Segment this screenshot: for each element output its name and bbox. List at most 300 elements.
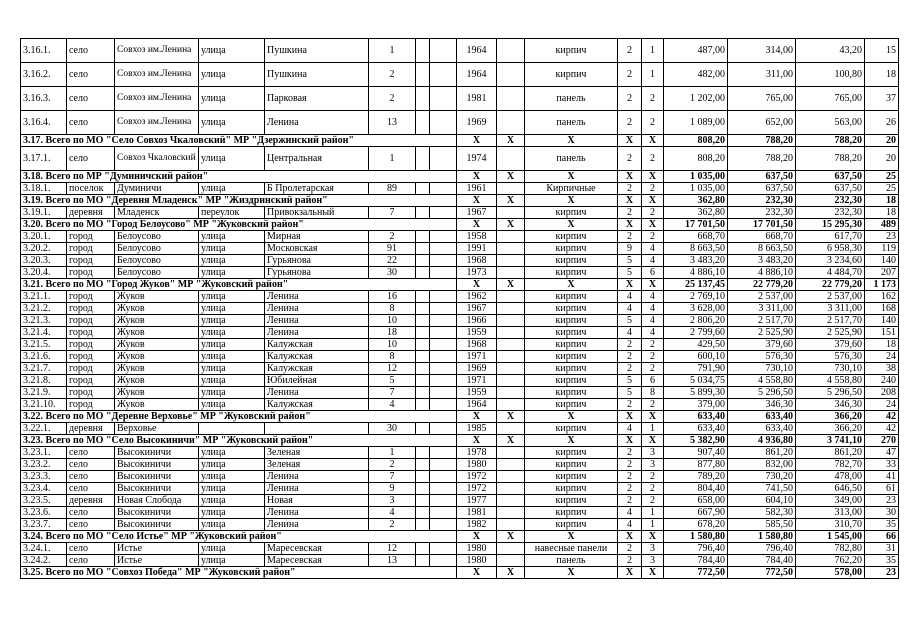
residents: 18 xyxy=(865,63,899,87)
subtotal-residential-area: 637,50 xyxy=(796,171,865,183)
subtotal-total-area: 25 137,45 xyxy=(664,279,728,291)
house-number: 91 xyxy=(369,243,416,255)
living-area: 784,40 xyxy=(728,555,796,567)
street-type: улица xyxy=(199,459,265,471)
residential-area: 478,00 xyxy=(796,471,865,483)
subtotal-total-area: 1 580,80 xyxy=(664,531,728,543)
floors: 2 xyxy=(618,207,642,219)
residential-area: 100,80 xyxy=(796,63,865,87)
build-year: 1991 xyxy=(457,243,497,255)
subtotal-x-mark-5: X xyxy=(642,531,664,543)
living-area: 741,50 xyxy=(728,483,796,495)
floors: 2 xyxy=(618,351,642,363)
residents: 37 xyxy=(865,87,899,111)
build-year: 1968 xyxy=(457,339,497,351)
settlement-name: Белоусово xyxy=(115,231,199,243)
build-year: 1980 xyxy=(457,459,497,471)
subtotal-x-mark-1: X xyxy=(457,171,497,183)
settlement-name: Совхоз им.Ленина xyxy=(115,39,199,63)
settlement-type: село xyxy=(67,87,115,111)
residential-area: 346,30 xyxy=(796,399,865,411)
blank-col-1 xyxy=(416,375,430,387)
blank-col-3 xyxy=(497,507,525,519)
street-name: Б Пролетарская xyxy=(265,183,369,195)
blank-col-3 xyxy=(497,363,525,375)
settlement-name: Жуков xyxy=(115,315,199,327)
blank-col-1 xyxy=(416,39,430,63)
street-type: улица xyxy=(199,555,265,567)
house-number: 30 xyxy=(369,267,416,279)
entrances: 4 xyxy=(642,327,664,339)
table-row xyxy=(21,255,899,267)
settlement-type: город xyxy=(67,303,115,315)
residents: 140 xyxy=(865,315,899,327)
blank-col-1 xyxy=(416,543,430,555)
subtotal-living-area: 633,40 xyxy=(728,411,796,423)
table-row xyxy=(21,339,899,351)
settlement-name: Белоусово xyxy=(115,267,199,279)
blank-col-1 xyxy=(416,483,430,495)
settlement-type: город xyxy=(67,363,115,375)
blank-col-2 xyxy=(430,363,457,375)
residents: 30 xyxy=(865,507,899,519)
street-type xyxy=(199,423,265,435)
subtotal-x-mark-3: X xyxy=(525,219,618,231)
residential-area: 765,00 xyxy=(796,87,865,111)
blank-col-1 xyxy=(416,363,430,375)
street-name: Привокзальный xyxy=(265,207,369,219)
subtotal-x-mark-1: X xyxy=(457,435,497,447)
wall-material: кирпич xyxy=(525,423,618,435)
table-row xyxy=(21,483,899,495)
table-row xyxy=(21,303,899,315)
subtotal-residents: 20 xyxy=(865,135,899,147)
residents: 18 xyxy=(865,339,899,351)
residential-area: 762,20 xyxy=(796,555,865,567)
street-type: улица xyxy=(199,255,265,267)
residents: 168 xyxy=(865,303,899,315)
entrances: 2 xyxy=(642,495,664,507)
residents: 61 xyxy=(865,483,899,495)
entrances: 2 xyxy=(642,483,664,495)
table-row xyxy=(21,111,899,135)
total-area: 633,40 xyxy=(664,423,728,435)
item-number: 3.23.1. xyxy=(21,447,67,459)
settlement-name: Высокиничи xyxy=(115,447,199,459)
total-area: 796,40 xyxy=(664,543,728,555)
table-row xyxy=(21,495,899,507)
house-number: 13 xyxy=(369,111,416,135)
blank-col-1 xyxy=(416,63,430,87)
house-number: 9 xyxy=(369,483,416,495)
settlement-type: город xyxy=(67,255,115,267)
blank-col-1 xyxy=(416,447,430,459)
wall-material: кирпич xyxy=(525,351,618,363)
residential-area: 3 234,60 xyxy=(796,255,865,267)
item-number: 3.16.2. xyxy=(21,63,67,87)
blank-col-3 xyxy=(497,555,525,567)
wall-material: кирпич xyxy=(525,387,618,399)
subtotal-x-mark-3: X xyxy=(525,171,618,183)
subtotal-row xyxy=(21,411,899,423)
street-type: улица xyxy=(199,147,265,171)
subtotal-x-mark-4: X xyxy=(618,279,642,291)
blank-col-3 xyxy=(497,423,525,435)
street-type: улица xyxy=(199,63,265,87)
wall-material: кирпич xyxy=(525,339,618,351)
subtotal-total-area: 17 701,50 xyxy=(664,219,728,231)
subtotal-x-mark-1: X xyxy=(457,219,497,231)
build-year: 1967 xyxy=(457,303,497,315)
residential-area: 2 525,90 xyxy=(796,327,865,339)
residential-area: 861,20 xyxy=(796,447,865,459)
entrances: 2 xyxy=(642,147,664,171)
total-area: 3 483,20 xyxy=(664,255,728,267)
entrances: 4 xyxy=(642,255,664,267)
street-type: улица xyxy=(199,399,265,411)
floors: 2 xyxy=(618,231,642,243)
item-number: 3.21.5. xyxy=(21,339,67,351)
table-row xyxy=(21,543,899,555)
blank-col-2 xyxy=(430,291,457,303)
street-type: улица xyxy=(199,543,265,555)
build-year: 1964 xyxy=(457,39,497,63)
wall-material: панель xyxy=(525,111,618,135)
house-number: 2 xyxy=(369,519,416,531)
settlement-type: город xyxy=(67,231,115,243)
blank-col-3 xyxy=(497,39,525,63)
wall-material: кирпич xyxy=(525,255,618,267)
street-type: улица xyxy=(199,315,265,327)
subtotal-x-mark-3: X xyxy=(525,195,618,207)
settlement-type: село xyxy=(67,471,115,483)
subtotal-x-mark-3: X xyxy=(525,411,618,423)
subtotal-row xyxy=(21,171,899,183)
settlement-name: Жуков xyxy=(115,327,199,339)
floors: 4 xyxy=(618,519,642,531)
settlement-name: Высокиничи xyxy=(115,507,199,519)
subtotal-residential-area: 22 779,20 xyxy=(796,279,865,291)
build-year: 1973 xyxy=(457,267,497,279)
entrances: 2 xyxy=(642,363,664,375)
settlement-name: Жуков xyxy=(115,291,199,303)
house-number: 8 xyxy=(369,303,416,315)
blank-col-2 xyxy=(430,267,457,279)
floors: 2 xyxy=(618,543,642,555)
floors: 2 xyxy=(618,555,642,567)
house-number: 1 xyxy=(369,39,416,63)
table-row xyxy=(21,351,899,363)
residential-area: 349,00 xyxy=(796,495,865,507)
subtotal-label: 3.24. Всего по МО "Село Истье" МР "Жуковский район" xyxy=(21,531,457,543)
street-name: Ленина xyxy=(265,303,369,315)
wall-material: панель xyxy=(525,87,618,111)
entrances: 2 xyxy=(642,207,664,219)
settlement-name: Совхоз Чкаловский xyxy=(115,147,199,171)
entrances: 6 xyxy=(642,267,664,279)
blank-col-3 xyxy=(497,375,525,387)
item-number: 3.23.3. xyxy=(21,471,67,483)
blank-col-2 xyxy=(430,147,457,171)
subtotal-x-mark-4: X xyxy=(618,195,642,207)
subtotal-total-area: 1 035,00 xyxy=(664,171,728,183)
house-number: 30 xyxy=(369,423,416,435)
subtotal-residential-area: 788,20 xyxy=(796,135,865,147)
table-row xyxy=(21,183,899,195)
house-number: 7 xyxy=(369,207,416,219)
settlement-type: село xyxy=(67,519,115,531)
living-area: 8 663,50 xyxy=(728,243,796,255)
item-number: 3.20.1. xyxy=(21,231,67,243)
table-row xyxy=(21,243,899,255)
build-year: 1985 xyxy=(457,423,497,435)
blank-col-2 xyxy=(430,519,457,531)
settlement-name: Совхоз им.Ленина xyxy=(115,111,199,135)
total-area: 5 034,75 xyxy=(664,375,728,387)
entrances: 4 xyxy=(642,315,664,327)
total-area: 791,90 xyxy=(664,363,728,375)
settlement-name: Жуков xyxy=(115,399,199,411)
floors: 2 xyxy=(618,63,642,87)
residents: 119 xyxy=(865,243,899,255)
entrances: 3 xyxy=(642,543,664,555)
entrances: 2 xyxy=(642,399,664,411)
settlement-name: Совхоз им.Ленина xyxy=(115,87,199,111)
residential-area: 232,30 xyxy=(796,207,865,219)
residential-area: 576,30 xyxy=(796,351,865,363)
residents: 23 xyxy=(865,495,899,507)
residents: 18 xyxy=(865,207,899,219)
build-year: 1959 xyxy=(457,387,497,399)
house-number: 1 xyxy=(369,447,416,459)
subtotal-total-area: 633,40 xyxy=(664,411,728,423)
floors: 4 xyxy=(618,423,642,435)
street-name: Пушкина xyxy=(265,63,369,87)
item-number: 3.20.2. xyxy=(21,243,67,255)
street-name: Московская xyxy=(265,243,369,255)
house-number: 2 xyxy=(369,63,416,87)
settlement-type: город xyxy=(67,351,115,363)
residential-area: 4 484,70 xyxy=(796,267,865,279)
house-number: 2 xyxy=(369,231,416,243)
wall-material: кирпич xyxy=(525,291,618,303)
settlement-type: село xyxy=(67,459,115,471)
subtotal-residents: 18 xyxy=(865,195,899,207)
blank-col-1 xyxy=(416,507,430,519)
item-number: 3.20.4. xyxy=(21,267,67,279)
residential-area: 563,00 xyxy=(796,111,865,135)
blank-col-3 xyxy=(497,63,525,87)
blank-col-2 xyxy=(430,351,457,363)
residents: 162 xyxy=(865,291,899,303)
floors: 4 xyxy=(618,291,642,303)
total-area: 678,20 xyxy=(664,519,728,531)
living-area: 4 886,10 xyxy=(728,267,796,279)
blank-col-3 xyxy=(497,303,525,315)
blank-col-2 xyxy=(430,303,457,315)
blank-col-3 xyxy=(497,519,525,531)
settlement-type: село xyxy=(67,147,115,171)
build-year: 1980 xyxy=(457,543,497,555)
street-name: Юбилейная xyxy=(265,375,369,387)
table-row xyxy=(21,471,899,483)
entrances: 6 xyxy=(642,375,664,387)
residents: 35 xyxy=(865,519,899,531)
street-name: Калужская xyxy=(265,363,369,375)
street-type: улица xyxy=(199,231,265,243)
blank-col-1 xyxy=(416,555,430,567)
blank-col-2 xyxy=(430,255,457,267)
floors: 2 xyxy=(618,471,642,483)
blank-col-1 xyxy=(416,459,430,471)
entrances: 8 xyxy=(642,387,664,399)
subtotal-x-mark-2: X xyxy=(497,531,525,543)
entrances: 3 xyxy=(642,555,664,567)
subtotal-living-area: 788,20 xyxy=(728,135,796,147)
build-year: 1971 xyxy=(457,351,497,363)
settlement-type: поселок xyxy=(67,183,115,195)
living-area: 861,20 xyxy=(728,447,796,459)
build-year: 1969 xyxy=(457,111,497,135)
street-type: улица xyxy=(199,483,265,495)
subtotal-total-area: 772,50 xyxy=(664,567,728,579)
subtotal-residential-area: 15 295,30 xyxy=(796,219,865,231)
subtotal-x-mark-5: X xyxy=(642,219,664,231)
item-number: 3.16.3. xyxy=(21,87,67,111)
subtotal-row xyxy=(21,435,899,447)
street-name: Калужская xyxy=(265,339,369,351)
subtotal-x-mark-4: X xyxy=(618,435,642,447)
settlement-type: село xyxy=(67,447,115,459)
subtotal-living-area: 772,50 xyxy=(728,567,796,579)
living-area: 788,20 xyxy=(728,147,796,171)
subtotal-residential-area: 366,20 xyxy=(796,411,865,423)
settlement-type: город xyxy=(67,399,115,411)
residential-area: 6 958,30 xyxy=(796,243,865,255)
subtotal-x-mark-2: X xyxy=(497,171,525,183)
wall-material: кирпич xyxy=(525,507,618,519)
living-area: 582,30 xyxy=(728,507,796,519)
settlement-type: город xyxy=(67,387,115,399)
street-name: Ленина xyxy=(265,111,369,135)
residential-area: 379,60 xyxy=(796,339,865,351)
blank-col-3 xyxy=(497,315,525,327)
settlement-name: Истье xyxy=(115,543,199,555)
residential-area: 5 296,50 xyxy=(796,387,865,399)
subtotal-x-mark-4: X xyxy=(618,219,642,231)
settlement-type: село xyxy=(67,543,115,555)
build-year: 1974 xyxy=(457,147,497,171)
item-number: 3.18.1. xyxy=(21,183,67,195)
blank-col-1 xyxy=(416,231,430,243)
subtotal-x-mark-5: X xyxy=(642,171,664,183)
build-year: 1980 xyxy=(457,555,497,567)
settlement-type: село xyxy=(67,39,115,63)
total-area: 2 806,20 xyxy=(664,315,728,327)
total-area: 379,00 xyxy=(664,399,728,411)
street-name: Маресевская xyxy=(265,555,369,567)
floors: 2 xyxy=(618,483,642,495)
subtotal-residential-area: 232,30 xyxy=(796,195,865,207)
blank-col-1 xyxy=(416,471,430,483)
table-row xyxy=(21,267,899,279)
wall-material: кирпич xyxy=(525,459,618,471)
living-area: 2 517,70 xyxy=(728,315,796,327)
floors: 4 xyxy=(618,303,642,315)
blank-col-3 xyxy=(497,87,525,111)
residential-area: 2 517,70 xyxy=(796,315,865,327)
house-number: 2 xyxy=(369,459,416,471)
subtotal-x-mark-4: X xyxy=(618,531,642,543)
table-row xyxy=(21,147,899,171)
wall-material: кирпич xyxy=(525,243,618,255)
subtotal-x-mark-1: X xyxy=(457,411,497,423)
floors: 2 xyxy=(618,111,642,135)
settlement-type: город xyxy=(67,267,115,279)
blank-col-1 xyxy=(416,147,430,171)
blank-col-3 xyxy=(497,447,525,459)
residents: 47 xyxy=(865,447,899,459)
residents: 240 xyxy=(865,375,899,387)
blank-col-1 xyxy=(416,423,430,435)
street-name: Пушкина xyxy=(265,39,369,63)
table-row xyxy=(21,555,899,567)
subtotal-x-mark-5: X xyxy=(642,567,664,579)
table-row xyxy=(21,399,899,411)
build-year: 1964 xyxy=(457,63,497,87)
subtotal-x-mark-4: X xyxy=(618,135,642,147)
street-type: улица xyxy=(199,303,265,315)
residents: 38 xyxy=(865,363,899,375)
subtotal-residents: 66 xyxy=(865,531,899,543)
total-area: 3 628,00 xyxy=(664,303,728,315)
blank-col-3 xyxy=(497,387,525,399)
street-name: Калужская xyxy=(265,351,369,363)
item-number: 3.21.7. xyxy=(21,363,67,375)
subtotal-x-mark-3: X xyxy=(525,435,618,447)
house-number: 10 xyxy=(369,339,416,351)
settlement-name: Жуков xyxy=(115,351,199,363)
street-name xyxy=(265,423,369,435)
street-name: Гурьянова xyxy=(265,267,369,279)
settlement-name: Белоусово xyxy=(115,243,199,255)
build-year: 1967 xyxy=(457,207,497,219)
street-name: Парковая xyxy=(265,87,369,111)
wall-material: кирпич xyxy=(525,327,618,339)
blank-col-1 xyxy=(416,303,430,315)
table-row xyxy=(21,327,899,339)
wall-material: кирпич xyxy=(525,315,618,327)
blank-col-2 xyxy=(430,339,457,351)
table-row xyxy=(21,447,899,459)
subtotal-residential-area: 1 545,00 xyxy=(796,531,865,543)
wall-material: панель xyxy=(525,147,618,171)
build-year: 1981 xyxy=(457,87,497,111)
item-number: 3.23.5. xyxy=(21,495,67,507)
total-area: 482,00 xyxy=(664,63,728,87)
blank-col-1 xyxy=(416,315,430,327)
total-area: 789,20 xyxy=(664,471,728,483)
subtotal-living-area: 1 580,80 xyxy=(728,531,796,543)
house-number: 7 xyxy=(369,471,416,483)
wall-material: кирпич xyxy=(525,303,618,315)
residents: 24 xyxy=(865,399,899,411)
blank-col-1 xyxy=(416,207,430,219)
street-type: улица xyxy=(199,351,265,363)
blank-col-3 xyxy=(497,255,525,267)
build-year: 1972 xyxy=(457,483,497,495)
settlement-name: Жуков xyxy=(115,363,199,375)
